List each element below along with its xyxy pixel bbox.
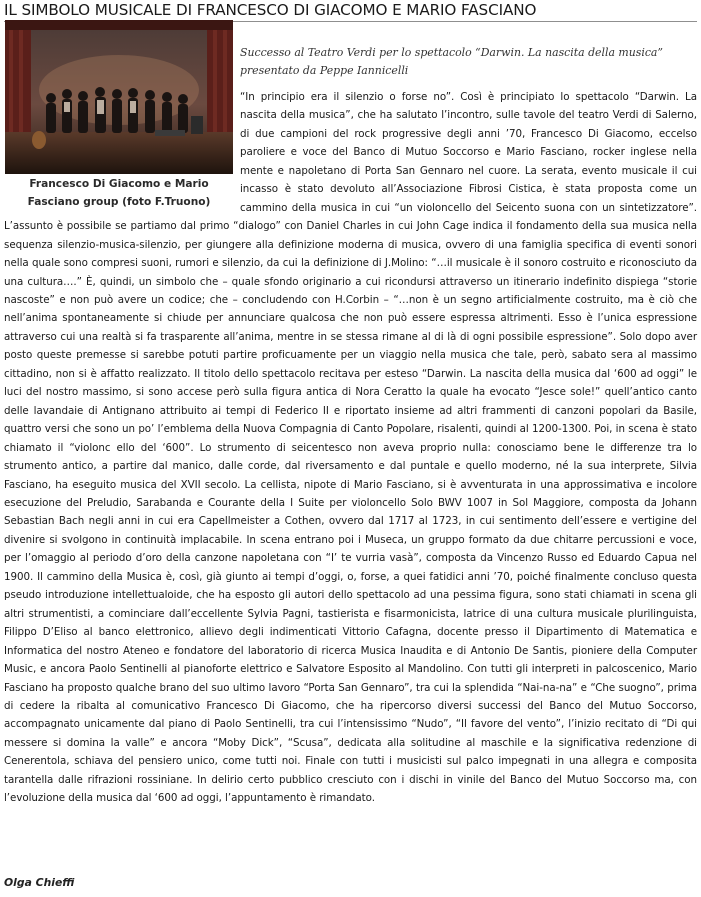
caption-line-1: Francesco Di Giacomo e Mario: [29, 178, 209, 190]
article-subtitle: Successo al Teatro Verdi per lo spettacolo “Darwin. La nascita della musica” presentato da Peppe Iannicelli: [240, 46, 663, 77]
article-title: IL SIMBOLO MUSICALE DI FRANCESCO DI GIACOMO E MARIO FASCIANO: [4, 1, 697, 22]
photo-float-spacer: [4, 88, 240, 212]
article-body: [4, 88, 697, 808]
article-paragraph: “In principio era il silenzio o forse no”. Così è principiato lo spettacolo “Darwin. La nascita della musica”, che ha salutato l’incontro, sulle tavole del teatro Verdi di Salerno, di due campioni del rock progressive degli anni ’70, Francesco Di Giacomo, eccelso paroliere e voce del Banco di Mutuo Soccorso e Mario Fasciano, rocker inglese nella mente e napoletano di Porta San Gennaro nel cuore. La serata, evento musicale il cui incasso è stato devoluto all’Associazione Fibrosi Cistica, è stata proposta come un cammino della musica in cui “un violoncello del Seicento suona con un sintetizzatore”. L’assunto è possibile se partiamo dal primo “dialogo” con Daniel Charles in cui John Cage indica il fondamento della sua musica nella sequenza silenzio-musica-silenzio, per giungere alla definizione moderna di musica, ovvero di una famiglia specifica di eventi sonori nella quale sono compresi suoni, rumori e silenzio, da cui la definizione di J.Molino: “…il musicale è il sonoro costruito e riconosciuto da una cultura….” È, quindi, un simbolo che – quale sfondo originario a cui ricondursi attraverso un itinerario indefinito dispiega “storie nascoste” e non può avere un codice; che – concludendo con H.Corbin – “…non è un segno artificialmente costruito, ma è ciò che nell’anima spontaneamente si chiude per annunciare qualcosa che non può essere espressa altrimenti. Esso è l’unica espressione attraverso cui una realtà si fa trasparente all’anima, mentre in se stessa rimane al di là di ogni possibile espressione”. Solo dopo aver posto queste premesse si sarebbe potuti partire proficuamente per un viaggio nella musica che tale, però, sabato sera al massimo cittadino, non si è affatto realizzato. Il titolo dello spettacolo recitava per esteso “Darwin. La nascita della musica dal ‘600 ad oggi” le luci del nostro massimo, si sono accese però sulla figura antica di Nora Ceratto la quale ha evocato “Jesce sole!” quell’antico canto delle lavandaie di Antignano attribuito ai tempi di Federico II e riportato insieme ad altri frammenti di canzoni popolari da Basile, quattro versi che sono un po’ l’emblema della Nuova Compagnia di Canto Popolare, risalenti, quindi al 1200-1300. Poi, in scena è stato chiamato il “violonc ello del ‘600”. Lo strumento di seicentesco non aveva proprio nulla: conosciamo bene le differenze tra lo strumento antico, a partire dal manico, dalle corde, dal riversamento e dal puntale e quello moderno, né la sua interprete, Silvia Fasciano, ha eseguito musica del XVII secolo. La cellista, nipote di Mario Fasciano, si è avventurata in una approssimativa e incolore esecuzione del Preludio, Sarabanda e Courante della I Suite per violoncello Solo BWV 1007 in Sol Maggiore, composta da Johann Sebastian Bach negli anni in cui era Capellmeister a Cothen, ovvero dal 1717 al 1723, in cui sentimento dell’essere e vertigine del divenire si svolgono in continuità implacabile. In scena entrano poi i Museca, un gruppo formato da due chitarre percussioni e voce, per l’omaggio al periodo d’oro della canzone napoletana con “I’ te vurria vasà”, composta da Vincenzo Russo ed Eduardo Capua nel 1900. Il cammino della Musica è, così, già giunto ai tempi d’oggi, o, forse, a quei fatidici anni ’70, poiché finalmente concluso questa pseudo introduzione intellettualoide, che ha esposto gli autori dello spettacolo ad una pessima figura, sono stati chiamati in scena gli altri strumentisti, a cominciare dall’eccellente Sylvia Pagni, tastierista e fisarmonicista, latrice di una cultura musicale plurilinguista, Filippo D’Eliso al banco elettronico, allievo degli indimenticati Vittorio Cafagna, docente presso il Dipartimento di Matematica e Informatica del nostro Ateneo e fondatore del laboratorio di ricerca Musica Inaudita e di Antonio De Santis, pioniere della Computer Music, e ancora Paolo Sentinelli al pianoforte elettrico e Salvatore Esposito al Mandolino. Con tutti gli interpreti in palcoscenico, Mario Fasciano ha proposto qualche brano del suo ultimo lavoro “Porta San Gennaro”, tra cui la splendida “Nai-na-na” e “Che suogno”, prima di cedere la ribalta al comunicativo Francesco Di Giacomo, che ha ripercorso diversi successi del Banco del Mutuo Soccorso, accompagnato unicamente dal piano di Paolo Sentinelli, tra cui l’intensissimo “Nudo”, “Il favore del vento”, l’inizio recitato di “Di qui messere si domina la valle” e ancora “Moby Dick”, “Scusa”, dedicata alla solitudine al maschile e la significativa redenzione di Cenerentola, schiava del pensiero unico, come tutti noi. Finale con tutti i musicisti sul palco impegnati in una allegra e composita tarantella dalle rifrazioni rossiniane. In delirio certo pubblico cresciuto con i dischi in vinile del Banco del Mutuo Soccorso ma, con l’evoluzione della musica dal ‘600 ad oggi, l’appuntamento è rimandato.: [4, 91, 697, 805]
article-author: Olga Chieffi: [4, 876, 75, 889]
caption-line-2: Fasciano group (foto F.Truono): [27, 195, 211, 208]
